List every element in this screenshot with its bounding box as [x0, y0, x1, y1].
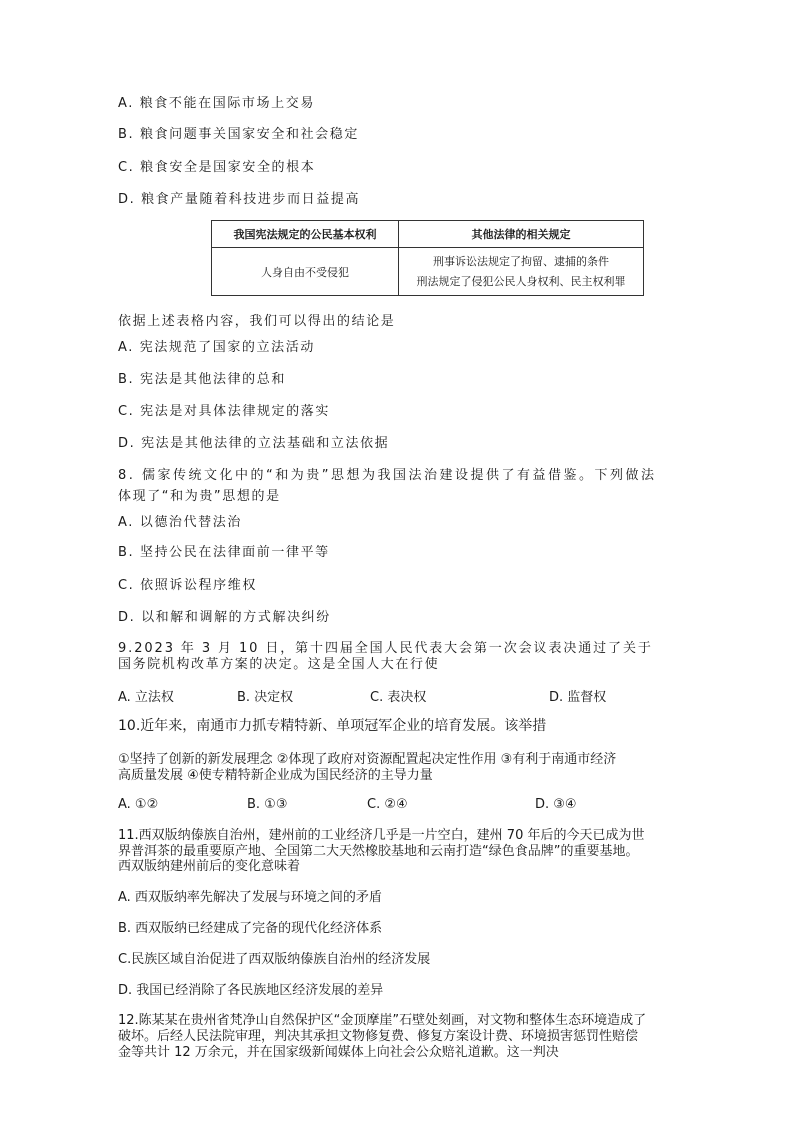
q10-option-d: D. ③④ — [535, 797, 577, 812]
option-a: A. 粮食不能在国际市场上交易 — [118, 96, 315, 111]
q8-stem-line1: 8. 儒家传统文化中的“和为贵”思想为我国法治建设提供了有益借鉴。下列做法 — [118, 468, 657, 483]
q11-option-b: B. 西双版纳已经建成了完备的现代化经济体系 — [118, 921, 383, 936]
table-law-criminal-procedure: 刑事诉讼法规定了拘留、逮捕的条件 — [433, 254, 609, 268]
table-cell-laws — [399, 248, 644, 296]
q8-option-d: D. 以和解和调解的方式解决纠纷 — [118, 610, 331, 625]
q10-option-c: C. ②④ — [367, 797, 408, 812]
q9-option-b: B. 决定权 — [237, 690, 294, 705]
q12-stem-line3: 金等共计 12 万余元，并在国家级新闻媒体上向社会公众赔礼道歉。这一判决 — [118, 1045, 559, 1060]
q12-stem-line1: 12.陈某某在贵州省梵净山自然保护区“金顶摩崖”石壁处刻画，对文物和整体生态环境造成了 — [118, 1013, 647, 1028]
option-b: B. 粮食问题事关国家安全和社会稳定 — [118, 127, 359, 142]
rights-table — [211, 220, 644, 296]
q10-option-a: A. ①② — [118, 797, 159, 812]
q8-option-a: A. 以德治代替法治 — [118, 515, 242, 530]
q12-stem-line2: 破坏。后经人民法院审理，判决其承担文物修复费、修复方案设计费、环境损害惩罚性赔偿 — [118, 1029, 639, 1044]
q11-stem-line3: 西双版纳建州前后的变化意味着 — [118, 859, 301, 874]
q7-option-d: D. 宪法是其他法律的立法基础和立法依据 — [118, 436, 390, 451]
q10-items-line1: ①坚持了创新的新发展理念 ②体现了政府对资源配置起决定性作用 ③有利于南通市经济 — [118, 752, 617, 767]
q9-option-c: C. 表决权 — [370, 690, 427, 705]
table-law-criminal: 刑法规定了侵犯公民人身权利、民主权利罪 — [416, 274, 626, 288]
q9-option-d: D. 监督权 — [549, 690, 607, 705]
option-c: C. 粮食安全是国家安全的根本 — [118, 160, 316, 175]
q8-option-b: B. 坚持公民在法律面前一律平等 — [118, 545, 330, 560]
table-header-constitution: 我国宪法规定的公民基本权利 — [212, 221, 399, 248]
table-header-other-laws: 其他法律的相关规定 — [399, 221, 644, 248]
q11-stem-line2: 界普洱茶的最重要原产地、全国第二大天然橡胶基地和云南打造“绿色食品牌”的重要基地。 — [118, 844, 639, 859]
q7-option-b: B. 宪法是其他法律的总和 — [118, 372, 286, 387]
q11-option-a: A. 西双版纳率先解决了发展与环境之间的矛盾 — [118, 890, 382, 905]
q11-option-d: D. 我国已经消除了各民族地区经济发展的差异 — [118, 983, 384, 998]
q10-stem: 10.近年来，南通市力抓专精特新、单项冠军企业的培育发展。该举措 — [118, 718, 547, 734]
option-d: D. 粮食产量随着科技进步而日益提高 — [118, 192, 361, 207]
q7-option-a: A. 宪法规范了国家的立法活动 — [118, 340, 315, 355]
q7-stem: 依据上述表格内容，我们可以得出的结论是 — [118, 314, 396, 329]
q10-option-b: B. ①③ — [247, 797, 288, 812]
q10-items-line2: 高质量发展 ④使专精特新企业成为国民经济的主导力量 — [118, 768, 433, 783]
q11-stem-line1: 11.西双版纳傣族自治州，建州前的工业经济几乎是一片空白，建州 70 年后的今天已成为世 — [118, 828, 645, 843]
q9-stem-line1: 9.2023 年 3 月 10 日，第十四届全国人民代表大会第一次会议表决通过了关于 — [118, 641, 653, 656]
q9-option-a: A. 立法权 — [118, 690, 174, 705]
q8-stem-line2: 体现了“和为贵”思想的是 — [118, 489, 281, 504]
q7-option-c: C. 宪法是对具体法律规定的落实 — [118, 404, 330, 419]
q11-option-c: C.民族区域自治促进了西双版纳傣族自治州的经济发展 — [118, 952, 431, 967]
table-cell-right: 人身自由不受侵犯 — [212, 248, 399, 296]
q9-stem-line2: 国务院机构改革方案的决定。这是全国人大在行使 — [118, 657, 440, 672]
q8-option-c: C. 依照诉讼程序维权 — [118, 578, 257, 593]
